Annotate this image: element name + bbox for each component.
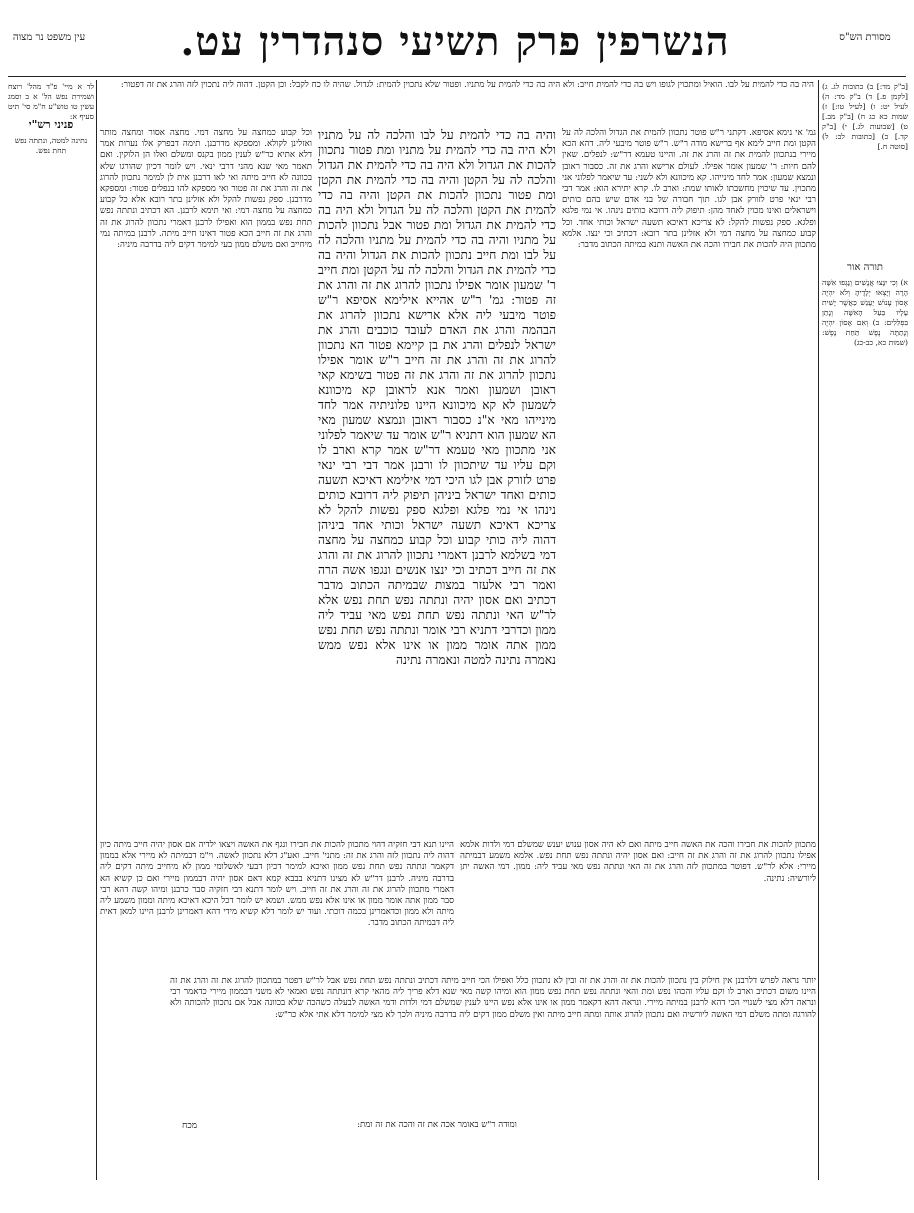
torah-or-text-block xyxy=(822,278,908,538)
ein-mishpat-header xyxy=(10,32,88,44)
rashi-bottom-right-text: מתכוון להכות את חבירו והכה את האשה חייב מיתה ואם לא היה אסון ענוש יענש שמשלם דמי ולדות אלמא אפילו נתכוון להרוג את זה והרג את זה חייב: ואם אסון יהיה ונתתה נפש תחת נפש. אלמא משמע דבמיתה מיירי: אלא לר"ש. דפוטר במתכוון לזה והרג את זה האי ונתתה נפש מאי עביד ליה: ממון. דמי האשה יתן ליורשיה: נתינה. xyxy=(460,840,816,884)
rashi-right-column xyxy=(562,128,816,818)
tosafot-bottom-full-text: יותר נראה לפרש דלרבנן אין חילוק בין נתכוון להכות את זה והרג את זה ובין לא נתכוון כלל ואפילו הכי חייב מיתה דכתיב ונתתה נפש תחת נפש אבל לר"ש דפטר במתכוון להרוג את זה והרג את זה היינו משום דכתיב וארב לו וקם עליו והכהו נפש ומת והאי ונתתה נפש תחת נפש ממון הוא ומיהו קשה מאי שנא דלא פריך ליה מהאי קרא דונתתה נפש ואמאי לא משני דבממון מיירי כדאמר רבי ונראה דלא מצי לשנויי הכי דהא לרבנן במיתה מיירי. ונראה דהא דקאמר ממון או אינו אלא נפש היינו לענין שמשלם דמי ולדות ודמי האשה לבעלה כשהכה שלא בכוונה אבל אם נתכוון להכותה ולא להורגה ומתה משלם דמי האשה ליורשיה ואם נתכוון להרוג אותה ומתה חייב מיתה ואין משלם ממון דקים ליה בדרבה מיניה ולכך לא מצי למימר דלא אתי אלא כר"ש: xyxy=(170,976,816,1020)
rashi-top-text: היה בה כדי להמית על לבו. הואיל ומתכוין לגופו ויש בה כדי להמית חייב: ולא היה בה כדי להמית על מתניו. ופטור שלא נתכוין להמית: לגדול. שהיה לו כח לקבל: וכן הקטן. דהוה ליה נתכוין לזה והרג את זה דפטור: xyxy=(120,80,814,90)
gemara-top-block xyxy=(318,1120,556,1132)
tosafot-bottom-left xyxy=(100,840,454,972)
rashi-right-text: גמ' אי נימא אסיפא. דקתני ר"ש פוטר נתכוון להמית את הגדול והלכה לה על הקטן ומת חייב לימא אף ברישא מודה ר"ש. ר"ש פוטר מיבעי ליה. דהא הכא מיירי בנתכוון להמית את זה והרג את זה. והיינו טעמא דר"ש: לנפלים. שאין להם חיות: ר' שמעון אומר אפילו. לעולם ארישא והרג את זה. כסבור ראובן ונמצא שמעון: אמר לחד מינייהו. קא מיכוונא ולא לשני: עד שיאמר לפלוני אני מתכוין. עד שיכוין מחשבתו לאותו שמת: וארב לו. קרא יתירא הוא: אמר דבי רבי ינאי פרט לזורק אבן לגו. תוך חבורה של בני אדם שיש בהם כותים וישראלים ואינו מכוין לאחד מהן: תיפוק ליה דרובא כותים נינהו. אי נמי פלגא ופלגא. ספק נפשות להקל: לא צריכא דאיכא תשעה ישראל וכותי אחד. וכל קבוע כמחצה על מחצה דמי ולא אזלינן בתר רובא: דכתיב וכי ינצו. אלמא מתכוון היה להכות את חבירו והכה את האשה ותנא במיתה הכתוב מדבר: xyxy=(562,128,816,251)
tosafot-left-column xyxy=(100,128,312,818)
header-rule xyxy=(8,76,906,77)
tosafot-bottom-full xyxy=(170,976,816,1108)
masoret-text: [ב"ק מד:] ב) כתובות לג. ג) [לקמן פ.] ד) ב"ק מד: ה) לעיל יט: ו) [לעיל טו:] ז) שמות כא כג ח) [ב"ק מב.] ט) [שבועות לג.] י) [ב"ק קד.] כ) [כתובות לב: ל) [סוטה ח.] xyxy=(822,82,908,151)
page-mark-text: מכח xyxy=(182,1121,198,1131)
masoret-column xyxy=(822,82,908,262)
ein-mishpat-text: לד א מיי' פ"ד מהל' רוצח ושמירת נפש הל' א ב וסמג עשין טו טוש"ע ח"מ סי' תיט סעיף א: xyxy=(8,82,94,121)
masoret-header-label: מסורת הש"ס xyxy=(839,32,891,43)
ein-mishpat-header-label: עין משפט נר מצוה xyxy=(12,32,86,43)
pninei-rashi-heading-text: פניני רש"י xyxy=(28,118,74,131)
torah-or-heading xyxy=(822,262,908,273)
tosafot-bottom-text: היינו תנא דבי חזקיה דהוי מתכוון להכות את חבירו ונגף את האשה ויצאו ילדיה אם אסון יהיה חייב מיתה כיון דהוה ליה נתכוון לזה והרג את זה: מתני' חייב. ואע"ג דלא נתכוון לאשה. וי"מ דבמיתה לא מיירי אלא בממון דקאמר ונתתה נפש תחת נפש ממון ואיכא למימר דכיון דבעי לאשלומי ממון לא מיחייב מיתה דקים ליה בדרבה מיניה. לרבנן דר"ש לא מצינו דתניא בבבא קמא דאם אסון יהיה דבממון מיירי ואם כן קשיא הא דאמרי מתכוון להרוג את זה והרג את זה חייב. ויש לומר דתנא דבי חזקיה סבר כרבנן ומיהו קשה דהא רבי סבר ממון אתה אומר ממון או אינו אלא נפש ממש. ושמא יש לומר דכל היכא דאיכא מיתה וממון משמע ליה מיתה ולא ממון וכדאמרינן בכמה דוכתי. ועוד יש לומר דלא קשיא מידי דהא דאמרינן לרבנן היינו למאן דאית ליה דבמיתה הכתוב מדבר. xyxy=(100,840,454,929)
page-mark xyxy=(182,1120,222,1131)
pninei-rashi-note xyxy=(8,136,94,172)
page-title xyxy=(100,18,810,65)
tosafot-left-text: וכל קבוע כמחצה על מחצה דמי. מחצה אסור ומחצה מותר ואזלינן לקולא. ומספקא מדרבנן. תימה דבפרק אלו נערות אמר דלא אתיא כר"ש לענין ממון בקנס ומשלם ואלו הן הלוקין. ואם תאמר מאי שנא מהני דרבי ינאי. ויש לומר דכיון שהורגו שלא בכוונה לא חייב מיתה ואי לאו דרבנן אית לן למימר נתכוון להרוג את זה והרג את זה פטור ואי מספקא להו בנפלים פטור: ומספקא מדרבנן. ספק נפשות להקל ולא אזלינן בתר רובא אלא כל קבוע כמחצה על מחצה דמי: ואי תימא לרבנן. הא דכתיב ונתתה נפש תחת נפש בממון הוא ואפילו לרבנן דאמרי נתכוון להרוג את זה והרג את זה חייב הכא פטור דאינו חייב מיתה. לרבנן במיתה נמי מיחייב ואם משלם ממון בעי למימר דקים ליה בדרבה מיניה: xyxy=(100,128,312,251)
rashi-bottom-right xyxy=(460,840,816,972)
gemara-main xyxy=(318,128,556,833)
torah-or-heading-text: תורה אור xyxy=(847,262,883,273)
masoret-header xyxy=(826,32,904,44)
pninei-rashi-heading xyxy=(8,118,94,131)
torah-or-text: א) וְכִי יִנָּצוּ אֲנָשִׁים וְנָגְפוּ אִשָּׁה הָרָה וְיָצְאוּ יְלָדֶיהָ וְלֹא יִהְיֶה אָסוֹן עָנוֹשׁ יֵעָנֵשׁ כַּאֲשֶׁר יָשִׁית עָלָיו בַּעַל הָאִשָּׁה וְנָתַן בִּפְלִלִים: ב) וְאִם אָסוֹן יִהְיֶה וְנָתַתָּה נֶפֶשׁ תַּחַת נָפֶשׁ: (שמות כא, כב-כג) xyxy=(822,278,908,347)
right-margin-divider xyxy=(818,80,819,1180)
pninei-rashi-note-text: נתינה למטה, ונתתה נפש תחת נפש. xyxy=(14,136,88,155)
left-margin-divider xyxy=(96,80,97,1180)
page-title-text: הנשרפין פרק תשיעי סנהדרין עט. xyxy=(180,18,730,65)
gemara-top-block-text: ומודה ר"ש באומר אכה את זה והכה את זה ומת: xyxy=(357,1120,517,1130)
rashi-top xyxy=(100,80,814,126)
gemara-main-text: והיה בה כדי להמית על לבו והלכה לה על מתניו ולא היה בה כדי להמית על מתניו ומת פטור נתכוון להכות את הגדול ולא היה בה כדי להמית את הגדול והלכה לה על הקטן והיה בה כדי להמית את הקטן ומת פטור נתכוון להכות את הקטן והיה בה כדי להמית את הקטן והלכה לה על הגדול ולא היה בה כדי להמית את הגדול ומת פטור אבל נתכוון להכות על מתניו והיה בה כדי להמית על מתניו והלכה לה על לבו ומת חייב נתכוון להכות את הגדול והיה בה כדי להמית את הגדול והלכה לה על הקטן ומת חייב ר' שמעון אומר אפילו נתכוון להרוג את זה והרג את זה פטור: גמ' ר"ש אהייא אילימא אסיפא ר"ש פוטר מיבעי ליה אלא ארישא נתכוון להרוג את הבהמה והרג את האדם לעובד כוכבים והרג את ישראל לנפלים והרג את בן קיימא פטור הא נתכוון להרוג את זה והרג את זה חייב ר"ש אומר אפילו נתכוון להרוג את זה והרג את זה פטור בשימא קאי ראובן ושמעון ואמר אנא לראובן קא מיכוונא לשמעון לא קא מיכוונא היינו פלוניתיה אמר לחד מינייהו מאי א"נ כסבור ראובן ונמצא שמעון מאי הא שמעון הוא דתניא ר"ש אומר עד שיאמר לפלוני אני מתכוון מאי טעמא דר"ש אמר קרא וארב לו וקם עליו עד שיתכוון לו ורבנן אמר דבי רבי ינאי פרט לזורק אבן לגו היכי דמי אילימא דאיכא תשעה כותים ואחד ישראל ביניהן תיפוק ליה דרובא כותים נינהו אי נמי פלגא ופלגא ספק נפשות להקל לא צריכא דאיכא תשעה ישראל וכותי אחד ביניהן דהוה ליה כותי קבוע וכל קבוע כמחצה על מחצה דמי בשלמא לרבנן דאמרי נתכוון להרוג את זה והרג את זה חייב דכתיב וכי ינצו אנשים ונגפו אשה הרה ואמר רבי אלעזר במצות שבמיתה הכתוב מדבר דכתיב ואם אסון יהיה ונתתה נפש תחת נפש אלא לר"ש האי ונתתה נפש תחת נפש מאי עביד ליה ממון וכדרבי דתניא רבי אומר ונתתה נפש תחת נפש ממון אתה אומר ממון או אינו אלא נפש ממש נאמרה נתינה למטה ונאמרה נתינה xyxy=(318,128,556,667)
